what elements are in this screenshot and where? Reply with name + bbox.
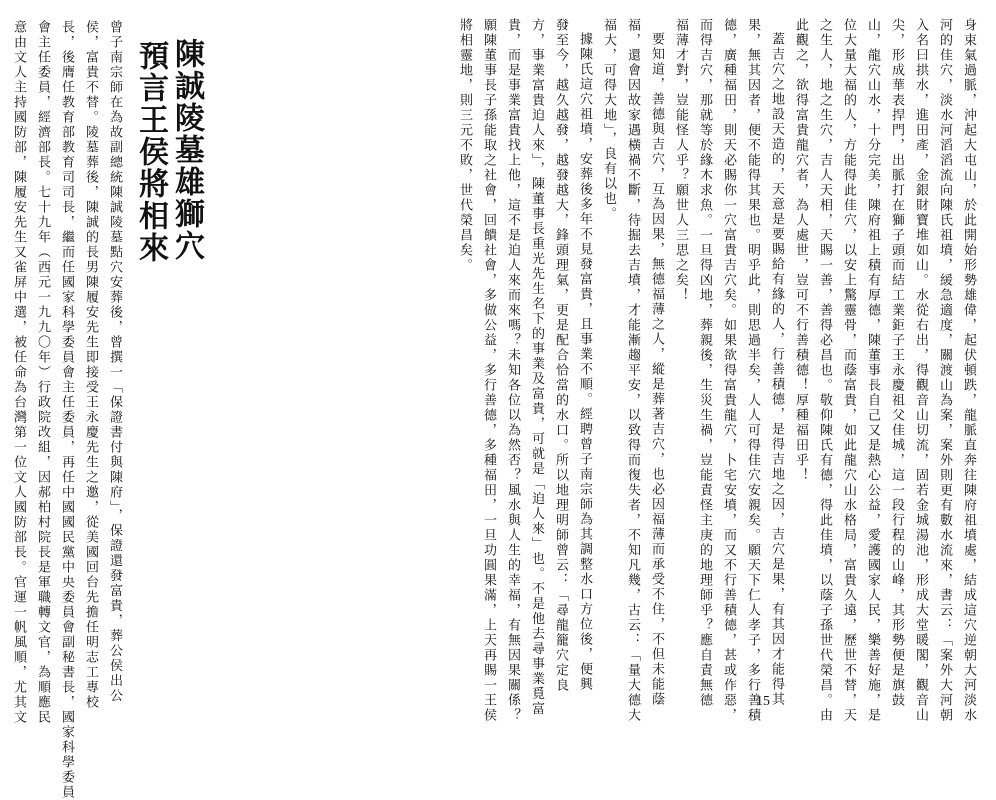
right-text-column-22: 將相靈地，則三元不敗，世代榮昌矣。 bbox=[457, 18, 472, 273]
right-text-column-14: 要知道，善德與吉穴，互為因果，無德福薄之人，縱是葬著吉穴，也必因福薄而承受不住，不但未能蔭 bbox=[649, 32, 664, 707]
right-text-column-18: 發至今，越久越發，越發越大，鋒頭理氣，更是配合恰當的水口。所以地理明師曾云：「尋龍籠穴定良 bbox=[553, 18, 568, 693]
left-page bbox=[0, 0, 432, 800]
right-page bbox=[432, 0, 996, 724]
left-text-column-3: 長，後膺任教育部教育司司長，繼而任國家科學委員會主任委員，再任中國國民黨中央委員會副秘書長，國家科學委員 bbox=[59, 20, 74, 800]
right-text-column-1: 身束氣過脈，沖起大屯山，於此開始形勢雄偉，起伏頓跌，龍脈直奔往陳府祖墳處，結成這穴逆朝大河淡水 bbox=[961, 18, 976, 723]
right-text-column-4: 尖，形成華表捍門，出脈打在獅子頭而結工業鉅子王永慶祖父佳城，這一段行程的山峰，其形勢便是旗鼓 bbox=[889, 18, 904, 708]
right-text-column-9: 蓋吉穴之地設天造的，天意是要賜給有緣的人，行善積德，是得吉地之因，吉穴是果，有其因才能得其 bbox=[769, 32, 784, 707]
right-text-column-10: 果，無其因者，便不能得其果也。明乎此，則思過半矣，人人可得佳穴安親矣。願天下仁人孝子，多行善積 bbox=[745, 18, 760, 723]
right-text-column-5: 山，龍穴山水，十分完美，陳府祖上積有厚德，陳董事長自己又是熱心公益，愛護國家人民，樂善好施，是 bbox=[865, 18, 880, 723]
left-text-column-4: 會主任委員，經濟部長。七十九年（西元一九九〇年）行政院改組，因郝柏村院長是軍職轉文官，為順應民 bbox=[35, 20, 50, 725]
right-text-column-15: 福，還會因故家遇橫禍不斷，待掘去吉墳，才能漸趨平安，以致得而復失者，不知凡幾，古云：「量大德大 bbox=[625, 18, 640, 723]
left-text-column-2: 侯，富貴不替。陵墓葬後，陳誠的長男陳履安先生即接受王永慶先生之邀，從美國回台先擔任明志工專校 bbox=[83, 20, 98, 710]
right-text-column-11: 德，廣種福田，則天必賜你一穴富貴吉穴矣。如果欲得富貴龍穴，卜宅安墳，而又不行善積德，甚或作惡， bbox=[721, 18, 736, 723]
right-text-column-13: 福薄才對，豈能怪人乎？願世人三思之矣！ bbox=[673, 18, 688, 303]
right-text-column-3: 入名曰拱水，進田產，金銀財寶堆如山。水從右出，得觀音山切流，固若金城湯池，形成大堂暖閣，觀音山 bbox=[913, 18, 928, 723]
article-title-line-2: 預言王侯將相來 bbox=[133, 40, 168, 264]
right-text-column-2: 河的佳穴，淡水河滔滔流向陳氏祖墳，緩急適度，關渡山為案，案外則更有數水流來，書云：「案外大河朝 bbox=[937, 18, 952, 723]
right-text-column-12: 而得吉穴，那就等於緣木求魚。一旦得凶地，葬親後，生災生禍，豈能責怪主庚的地理師乎？應自責無德 bbox=[697, 18, 712, 708]
right-text-column-17: 據陳氏這穴祖墳，安葬後多年不見發富貴，且事業不順。經聘曾子南宗師為其調整水口方位後，便興 bbox=[577, 32, 592, 692]
right-text-column-6: 位大量大福的人，方能得此佳穴，以安上驚靈骨，而蔭富貴，如此龍穴山水格局，富貴久遠，歷世不替，天 bbox=[841, 18, 856, 723]
right-text-column-20: 貴，而是事業富貴找上他，這不是迫人來而來嗎？未知各位以為然否？風水與人生的幸福，有無因果關係？ bbox=[505, 18, 520, 723]
right-text-column-19: 方，事業富貴迫人來」，陳董事長重光先生名下的事業及富貴，可就是「迫人來」也。不是他去尋事業覓富 bbox=[529, 18, 544, 717]
right-text-column-21: 願陳董事長子孫能取之社會，回饋社會，多做公益，多行善德，多種福田，一旦功圓果滿，上天再賜一王侯 bbox=[481, 18, 496, 723]
right-text-column-7: 之生人，地之生穴，吉人天相，天賜一善，善得必昌也。敬仰陳氏有德，得此佳墳，以蔭子孫世代榮昌。由 bbox=[817, 18, 832, 723]
page-number: 15 bbox=[756, 694, 770, 709]
left-text-column-5: 意由文人主持國防部，陳履安先生又雀屏中選，被任命為台灣第一位文人國防部長。官運一帆風順，尤其文 bbox=[11, 20, 26, 725]
article-title-line-1: 陳誠陵墓雄獅穴 bbox=[169, 38, 204, 262]
right-text-column-16: 福大，可得大地」，良有以也。 bbox=[601, 18, 616, 222]
left-text-column-1: 曾子南宗師在為故副總統陳誠陵墓點穴安葬後，曾撰一「保證書付與陳府」，保證還發富貴，葬公侯出公 bbox=[107, 20, 122, 704]
right-text-column-8: 此觀之，欲得富貴龍穴者，為人處世，豈可不行善積德！厚種福田乎！ bbox=[793, 18, 808, 483]
